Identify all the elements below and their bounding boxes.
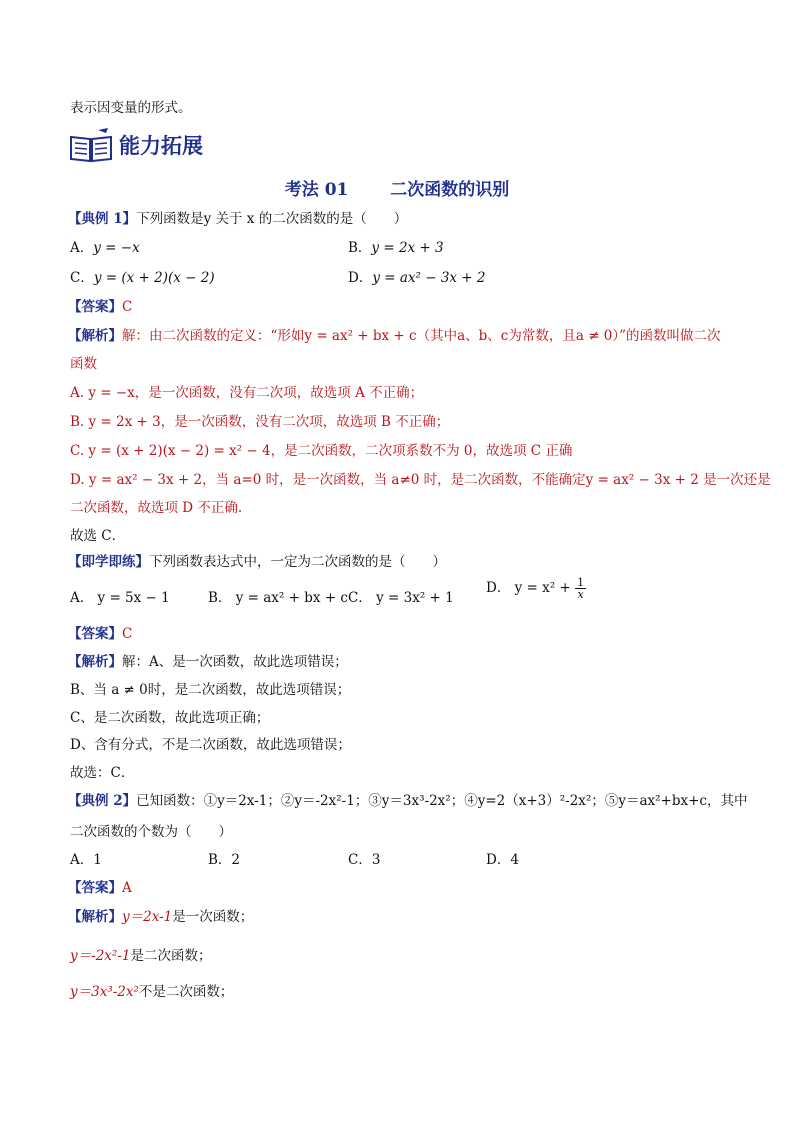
method-label: 考法 01 (284, 180, 349, 200)
method-title: 二次函数的识别 (390, 180, 510, 200)
book-icon (68, 127, 114, 163)
practice-question: 【即学即练】下列函数表达式中，一定为二次函数的是（ ） (68, 554, 446, 570)
practice-option-d: D． y = x² + $\frac{1}{x}$ (486, 576, 585, 601)
ex1-option-c: C．y = (x + 2)(x − 2) (70, 270, 215, 286)
practice-analysis-4: D、含有分式，不是二次函数，故此选项错误； (70, 737, 351, 753)
ex2-analysis-1: 【解析】y＝2x-1是一次函数； (68, 909, 254, 925)
ex1-line-a: A. y = −x，是一次函数，没有二次项，故选项 A 不正确； (70, 385, 424, 401)
ex2-option-a: A．1 (70, 852, 102, 868)
practice-option-a: A． y = 5x − 1 (70, 590, 170, 606)
ex1-conclusion: 故选 C． (70, 528, 126, 544)
method-heading (0, 175, 794, 200)
ex1-line-d1: D. y = ax² − 3x + 2，当 a=0 时，是一次函数，当 a≠0 时，是二次函数，不能确定y = ax² − 3x + 2 是一次还是 (70, 472, 771, 488)
practice-option-c: C． y = 3x² + 1 (348, 590, 454, 606)
ex1-option-b: B．y = 2x + 3 (348, 240, 444, 256)
ex1-line-c: C. y = (x + 2)(x − 2) = x² − 4，是二次函数，二次项系数不为 0，故选项 C 正确 (70, 443, 573, 459)
ex1-answer: 【答案】C (68, 299, 133, 315)
ex2-option-d: D．4 (486, 852, 519, 868)
section-title: 能力拓展 (119, 134, 203, 158)
ex2-option-c: C．3 (348, 852, 381, 868)
practice-answer: 【答案】C (68, 626, 133, 642)
ex2-question: 【典例 2】已知函数：①y＝2x-1；②y＝-2x²-1；③y＝3x³-2x²；④y=2（x+3）²-2x²；⑤y＝ax²+bx+c，其中 (68, 793, 748, 809)
practice-analysis-3: C、是二次函数，故此选项正确； (70, 710, 270, 726)
practice-analysis-2: B、当 a ≠ 0时，是二次函数，故此选项错误； (70, 682, 351, 698)
ex1-question: 【典例 1】下列函数是y 关于 x 的二次函数的是（ ） (68, 211, 408, 227)
practice-analysis-1: 【解析】解：A、是一次函数，故此选项错误； (68, 654, 348, 670)
ex1-option-a: A．y = −x (70, 240, 140, 256)
ex1-option-d: D．y = ax² − 3x + 2 (348, 270, 486, 286)
fraction-one-over-x: $\frac{1}{x}$ (577, 576, 585, 601)
ex2-analysis-3: y＝3x³-2x²不是二次函数； (70, 984, 234, 1000)
intro-text: 表示因变量的形式。 (70, 100, 192, 116)
ex1-line-b: B. y = 2x + 3，是一次函数，没有二次项，故选项 B 不正确； (70, 414, 450, 430)
practice-analysis-5: 故选：C． (70, 765, 135, 781)
ex2-question2: 二次函数的个数为（ ） (70, 824, 232, 840)
ex1-line-d2: 二次函数，故选项 D 不正确. (70, 500, 243, 516)
ex2-answer: 【答案】A (68, 880, 132, 896)
ex2-analysis-2: y＝-2x²-1是二次函数； (70, 948, 212, 964)
ex2-option-b: B．2 (208, 852, 241, 868)
practice-option-b: B． y = ax² + bx + c (208, 590, 348, 606)
ex1-analysis-intro2: 函数 (70, 356, 97, 372)
ex1-analysis-intro: 【解析】解：由二次函数的定义：“形如y = ax² + bx + c（其中a、b、c为常数，且a ≠ 0）”的函数叫做二次 (68, 328, 721, 344)
